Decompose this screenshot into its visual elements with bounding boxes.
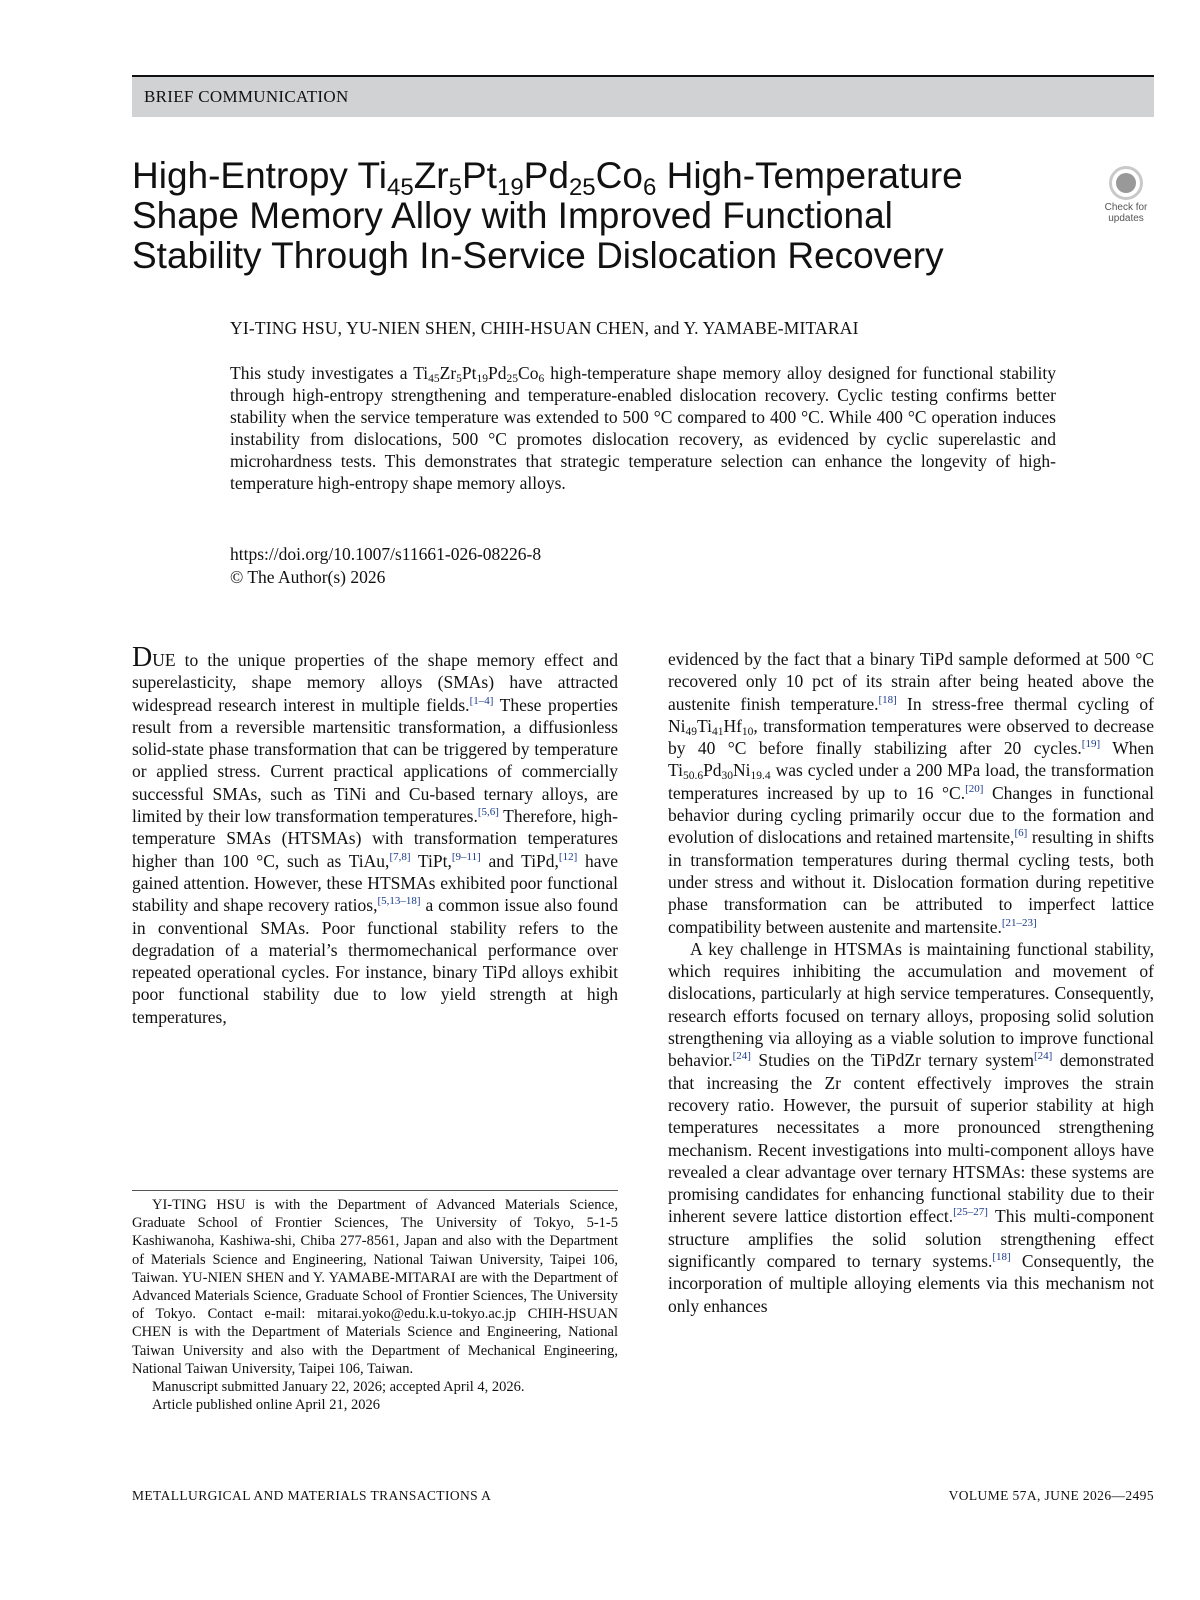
title-text: Co (595, 155, 643, 196)
title-text: Pd (523, 155, 569, 196)
section-label: BRIEF COMMUNICATION (144, 87, 349, 106)
citation-link[interactable]: [19] (1081, 738, 1101, 751)
citation-link[interactable]: [25–27] (953, 1206, 988, 1219)
citation-link[interactable]: [6] (1014, 827, 1028, 840)
title-subscript: 19 (496, 174, 524, 201)
citation-link[interactable]: [7,8] (389, 850, 411, 863)
title-text: High-Entropy Ti (132, 155, 387, 196)
citation-link[interactable]: [9–11] (451, 850, 481, 863)
check-for-updates-badge[interactable] (1098, 166, 1154, 222)
citation-link[interactable]: [24] (1033, 1050, 1053, 1063)
article-title (132, 156, 1012, 276)
intro-paragraph: DUE to the unique properties of the shape memory effect and superelasticity, shape memory alloys (SMAs) have attracted widespread research interest in multiple fields.[1–4] These properties result from a reversible martensitic transformation, a diffusionless solid-state phase transformation that can be triggered by temperature or applied stress. Current practical applications of commercially successful SMAs, such as TiNi and Cu-based ternary alloys, are limited by their low transformation temperatures.[5,6] Therefore, high-temperature SMAs (HTSMAs) with transformation temperatures higher than 100 °C, such as TiAu,[7,8] TiPt,[9–11] and TiPd,[12] have gained attention. However, these HTSMAs exhibited poor functional stability and shape recovery ratios,[5,13–18] a common issue also found in conventional SMAs. Poor functional stability refers to the degradation of a material’s thermomechanical performance over repeated operational cycles. For instance, binary TiPd alloys exhibit poor functional stability due to low yield strength at high temperatures, (132, 642, 618, 1027)
author-footnote (132, 1196, 618, 1414)
citation-link[interactable]: [5,13–18] (377, 895, 421, 908)
title-text: Zr (413, 155, 449, 196)
title-line-2: Shape Memory Alloy with Improved Functional (132, 195, 893, 236)
citation-link[interactable]: [20] (965, 782, 984, 795)
title-line-3: Stability Through In-Service Dislocation Recovery (132, 235, 944, 276)
title-subscript: 45 (387, 174, 414, 201)
body-column-right (668, 648, 1154, 1317)
citation-link[interactable]: [21–23] (1001, 916, 1037, 929)
citation-link[interactable]: [18] (992, 1251, 1011, 1264)
abstract: This study investigates a $Ti_{45}Zr_5Pt_{19}Pd_{25}Co_6$ high-temperature shape memory alloy designed for functional stability through high-entropy strengthening and temperature-enabled dislocation recovery. Cyclic testing confirms better stability when the service temperature was extended to 500 °C compared to 400 °C. While 400 °C operation induces instability from dislocations, 500 °C promotes dislocation recovery, as evidenced by cyclic superelastic and microhardness tests. This demonstrates that strategic temperature selection can enhance the longevity of high-temperature high-entropy shape memory alloys. (230, 363, 1056, 493)
affiliations-note: YI-TING HSU is with the Department of Advanced Materials Science, Graduate School of Frontier Sciences, The University of Tokyo, 5-1-5 Kashiwanoha, Kashiwa-shi, Chiba 277-8561, Japan and also with the Department of Materials Science and Engineering, National Taiwan University, Taipei 106, Taiwan. YU-NIEN SHEN and Y. YAMABE-MITARAI are with the Department of Advanced Materials Science, Graduate School of Frontier Sciences, The University of Tokyo. Contact e-mail: mitarai.yoko@edu.k.u-tokyo.ac.jp CHIH-HSUAN CHEN is with the Department of Materials Science and Engineering, National Taiwan University and also with the Department of Mechanical Engineering, National Taiwan University, Taipei 106, Taiwan. (132, 1197, 618, 1377)
body-column-left (132, 642, 618, 1028)
title-subscript: 25 (568, 174, 596, 201)
citation-link[interactable]: [18] (878, 693, 897, 706)
title-subscript: 5 (448, 174, 462, 201)
check-for-updates-icon (1109, 166, 1143, 200)
doi-block (230, 543, 541, 589)
submission-dates: Manuscript submitted January 22, 2026; accepted April 4, 2026. (152, 1379, 525, 1396)
title-subscript: 6 (642, 174, 657, 201)
section-header-bar (132, 75, 1154, 117)
citation-link[interactable]: [24] (732, 1050, 751, 1063)
author-list: YI-TING HSU, YU-NIEN SHEN, CHIH-HSUAN CHEN, and Y. YAMABE-MITARAI (230, 318, 859, 338)
citation-link[interactable]: [12] (558, 850, 578, 863)
body-paragraph: evidenced by the fact that a binary TiPd sample deformed at 500 °C recovered only 10 pct of its strain after being heated above the austenite finish temperature.[18] In stress-free thermal cycling of $Ni_{49}Ti_{41}Hf_{10}$, transformation temperatures were observed to decrease by 40 °C before finally stabilizing after 20 cycles.[19] When $Ti_{50.6}Pd_{30}Ni_{19.4}$ was cycled under a 200 MPa load, the transformation temperatures increased by up to 16 °C.[20] Changes in functional behavior during cycling primarily occur due to the formation and evolution of dislocations and retained martensite,[6] resulting in shifts in transformation temperatures during thermal cycling tests, both under stress and without it. Dislocation formation during repetitive phase transformation can be attributed to imperfect lattice compatibility between austenite and martensite.[21–23] (668, 649, 1154, 937)
citation-link[interactable]: [1–4] (469, 694, 494, 707)
doi-link[interactable]: https://doi.org/10.1007/s11661-026-08226-8 (230, 544, 542, 564)
journal-name-footer: METALLURGICAL AND MATERIALS TRANSACTIONS A (132, 1488, 492, 1503)
citation-link[interactable]: [5,6] (477, 806, 499, 819)
publication-date: Article published online April 21, 2026 (152, 1397, 380, 1414)
title-text: Pt (462, 155, 497, 196)
volume-page-footer: VOLUME 57A, JUNE 2026—2495 (948, 1488, 1154, 1503)
title-text: High-Temperature (656, 155, 963, 196)
copyright-notice: © The Author(s) 2026 (230, 567, 386, 587)
body-paragraph: A key challenge in HTSMAs is maintaining functional stability, which requires inhibiting the accumulation and movement of dislocations, particularly at high service temperatures. Consequently, research efforts focused on ternary alloys, proposing solid solution strengthening via alloying as a viable solution to improve functional behavior.[24] Studies on the TiPdZr ternary system[24] demonstrated that increasing the Zr content effectively improves the strain recovery ratio. However, the pursuit of superior stability at high temperatures necessitates a more pronounced strengthening mechanism. Recent investigations into multi-component alloys have revealed a clear advantage over ternary HTSMAs: these systems are promising candidates for enhancing functional stability due to their inherent severe lattice distortion effect.[25–27] This multi-component structure amplifies the solid solution strengthening effect significantly compared to ternary systems.[18] Consequently, the incorporation of multiple alloying elements via this mechanism not only enhances (668, 938, 1155, 1316)
drop-cap: D (132, 642, 153, 673)
check-for-updates-label: Check for updates (1104, 202, 1148, 224)
footnote-divider (132, 1190, 618, 1191)
